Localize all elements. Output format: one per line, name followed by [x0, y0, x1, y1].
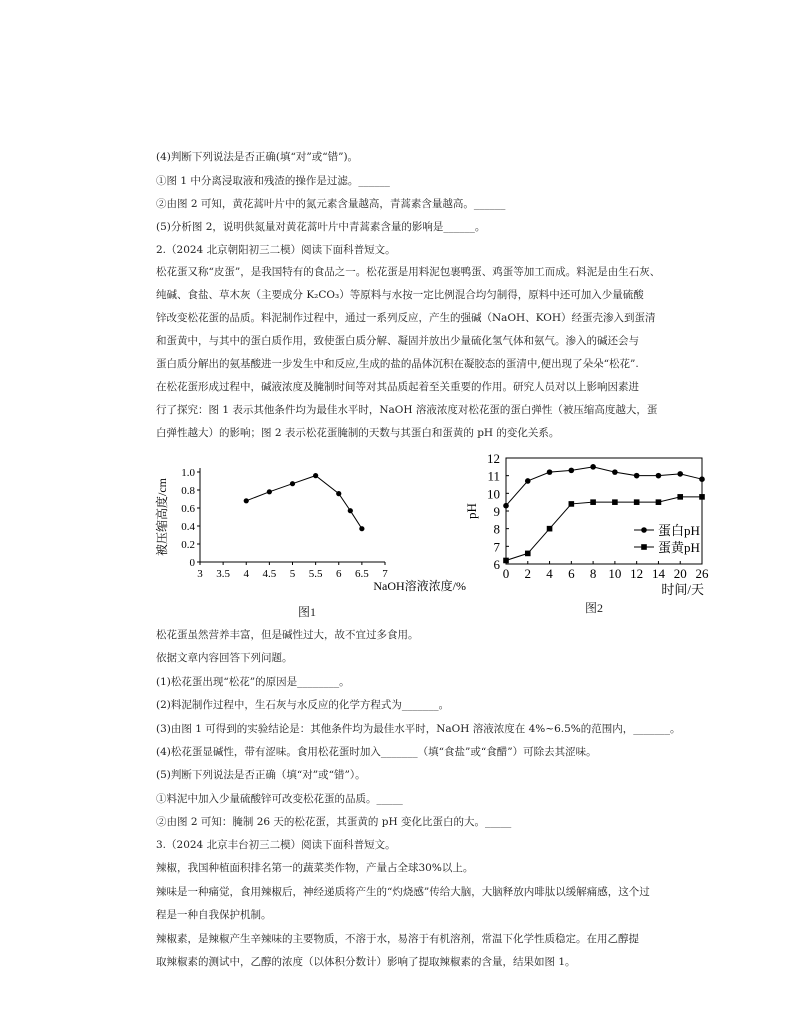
data-point	[290, 481, 295, 486]
data-point	[525, 478, 531, 484]
text-line: 取辣椒素的测试中，乙醇的浓度（以体积分数计）影响了提取辣椒素的含量，结果如图 1。	[156, 956, 576, 968]
y-tick-label: 6	[493, 557, 500, 572]
y-axis-label: 被压缩高度/cm	[155, 478, 169, 556]
x-tick-label: 3	[197, 568, 203, 580]
x-tick-label: 8	[589, 566, 597, 581]
data-point	[677, 494, 683, 500]
y-tick-label: 1.0	[181, 467, 195, 479]
x-axis-label: NaOH溶液浓度/%	[373, 579, 466, 593]
x-tick-label: 26	[695, 566, 709, 581]
x-tick-label: 3.5	[216, 568, 230, 580]
data-point	[634, 473, 640, 479]
y-tick-label: 8	[493, 521, 500, 537]
y-tick-label: 0	[189, 557, 195, 569]
y-tick-label: 0.8	[181, 485, 195, 497]
data-point	[634, 499, 640, 505]
y-tick-label: 11	[487, 468, 500, 484]
text-line: ②由图 2 可知：腌制 26 天的松花蛋，其蛋黄的 pH 变化比蛋白的大。_____	[156, 816, 512, 828]
data-point	[348, 508, 353, 513]
text-line: 辣味是一种痛觉，食用辣椒后，神经递质将产生的“灼烧感”传给大脑，大脑释放内啡肽以缓解痛感，这个过	[156, 886, 650, 898]
text-line: 辣椒素，是辣椒产生辛辣味的主要物质，不溶于水，易溶于有机溶剂，常温下化学性质稳定。在用乙醇提	[156, 933, 639, 945]
data-point	[590, 464, 596, 470]
y-tick-label: 10	[487, 486, 500, 502]
text-line: 蛋白质分解出的氨基酸进一步发生中和反应,生成的盐的晶体沉积在凝胶态的蛋清中,便出现了朵朵“松花”.	[156, 358, 639, 370]
x-tick-label: 20	[673, 566, 687, 581]
y-tick-label: 9	[493, 504, 500, 519]
x-tick-label: 10	[608, 566, 622, 581]
text-line: 程是一种自我保护机制。	[156, 909, 272, 921]
data-point	[569, 468, 575, 474]
y-tick-label: 7	[493, 539, 500, 555]
text-line: 依据文章内容回答下列问题。	[156, 652, 293, 664]
text-line: 辣椒，我国种植面积排名第一的蔬菜类作物，产量占全球30%以上。	[156, 862, 474, 874]
data-point	[590, 499, 596, 505]
text-line: (5)判断下列说法是否正确（填“对”或“错”）。	[156, 769, 366, 781]
x-tick-label: 2	[524, 566, 532, 581]
data-point	[699, 494, 705, 500]
text-line: (1)松花蛋出现“松花”的原因是________。	[156, 676, 350, 688]
data-point	[336, 491, 341, 496]
text-line: 松花蛋虽然营养丰富，但是碱性过大，故不宜过多食用。	[156, 629, 419, 641]
data-point	[699, 476, 705, 482]
data-point	[503, 503, 509, 509]
text-line: (4)松花蛋显碱性，带有涩味。食用松花蛋时加入_______（填“食盐”或“食醋”）可除去其涩味。	[156, 746, 597, 758]
x-tick-label: 6	[568, 566, 575, 581]
data-point	[656, 473, 662, 479]
y-tick-label: 0.4	[181, 521, 195, 533]
text-line: 松花蛋又称“皮蛋”，是我国特有的食品之一。松花蛋是用料泥包裹鸭蛋、鸡蛋等加工而成。料泥是由生石灰、	[156, 266, 661, 278]
y-tick-label: 12	[487, 451, 500, 466]
x-tick-label: 7	[382, 568, 388, 580]
text-line: ②由图 2 可知，黄花蒿叶片中的氮元素含量越高，青蒿素含量越高。______	[156, 198, 506, 210]
text-line: 和蛋黄中，与其中的蛋白质作用，致使蛋白质分解、凝固并放出少量硫化氢气体和氨气。渗入的碱还会与	[156, 335, 639, 347]
data-point	[267, 489, 272, 494]
x-tick-label: 5.5	[308, 568, 323, 580]
text-line: ①料泥中加入少量硫酸锌可改变松花蛋的品质。_____	[156, 793, 403, 805]
text-line: 行了探究：图 1 表示其他条件均为最佳水平时，NaOH 溶液浓度对松花蛋的蛋白弹性（被压缩高度越大，蛋	[156, 404, 658, 416]
data-point	[569, 501, 575, 507]
x-tick-label: 4	[546, 566, 553, 581]
legend-marker	[641, 544, 647, 550]
chart-figure-2	[462, 446, 722, 606]
x-tick-label: 5	[289, 568, 296, 580]
text-line: 锌改变松花蛋的品质。料泥制作过程中，通过一系列反应，产生的强碱（NaOH、KOH）经蛋壳渗入到蛋清	[156, 312, 656, 324]
figure-2-caption: 图2	[585, 601, 604, 615]
data-point	[656, 499, 662, 505]
x-tick-label: 4.5	[262, 568, 277, 580]
x-tick-label: 14	[651, 566, 665, 581]
text-line: ①图 1 中分离浸取液和残渣的操作是过滤。______	[156, 175, 390, 187]
series-line	[246, 476, 362, 529]
data-point	[525, 551, 531, 557]
chart-figure-1	[150, 446, 480, 606]
data-point	[359, 526, 364, 531]
legend-marker	[641, 527, 647, 533]
x-tick-label: 6.5	[355, 568, 369, 580]
text-line: 在松花蛋形成过程中，碱液浓度及腌制时间等对其品质起着至关重要的作用。研究人员对以上影响因素进	[156, 381, 639, 393]
text-line: 2.（2024 北京朝阳初三二模）阅读下面科普短文。	[156, 244, 396, 256]
data-point	[677, 471, 683, 477]
x-axis-label: 时间/天	[661, 582, 704, 597]
text-line: (4)判断下列说法是否正确(填“对”或“错”)。	[156, 151, 359, 163]
x-tick-label: 12	[630, 566, 644, 581]
x-tick-label: 6	[336, 568, 342, 580]
text-line: 白弹性越大）的影响；图 2 表示松花蛋腌制的天数与其蛋白和蛋黄的 pH 的变化关系。	[156, 427, 560, 439]
text-line: (5)分析图 2，说明供氮量对黄花蒿叶片中青蒿素含量的影响是______。	[156, 221, 486, 233]
data-point	[244, 498, 249, 503]
legend-label: 蛋黄pH	[658, 540, 700, 555]
data-point	[547, 526, 553, 532]
data-point	[547, 469, 553, 475]
y-tick-label: 0.6	[181, 503, 195, 515]
series-line	[506, 467, 702, 506]
x-tick-label: 4	[243, 568, 249, 580]
figure-1-caption: 图1	[298, 605, 317, 619]
text-line: (3)由图 1 可得到的实验结论是：其他条件均为最佳水平时，NaOH 溶液浓度在 4%~6.5%的范围内，_______。	[156, 723, 681, 735]
text-line: (2)料泥制作过程中，生石灰与水反应的化学方程式为_______。	[156, 699, 450, 711]
text-line: 纯碱、食盐、草木灰（主要成分 K₂CO₃）等原料与水按一定比例混合均匀制得，原料中还可加入少量硫酸	[156, 289, 644, 301]
x-tick-label: 0	[502, 566, 510, 581]
text-line: 3.（2024 北京丰台初三二模）阅读下面科普短文。	[156, 839, 396, 851]
data-point	[612, 469, 618, 475]
data-point	[503, 558, 509, 564]
data-point	[612, 499, 618, 505]
y-axis-label: pH	[464, 503, 479, 519]
data-point	[313, 473, 318, 478]
legend-label: 蛋白pH	[658, 523, 700, 538]
y-tick-label: 0.2	[181, 539, 195, 551]
